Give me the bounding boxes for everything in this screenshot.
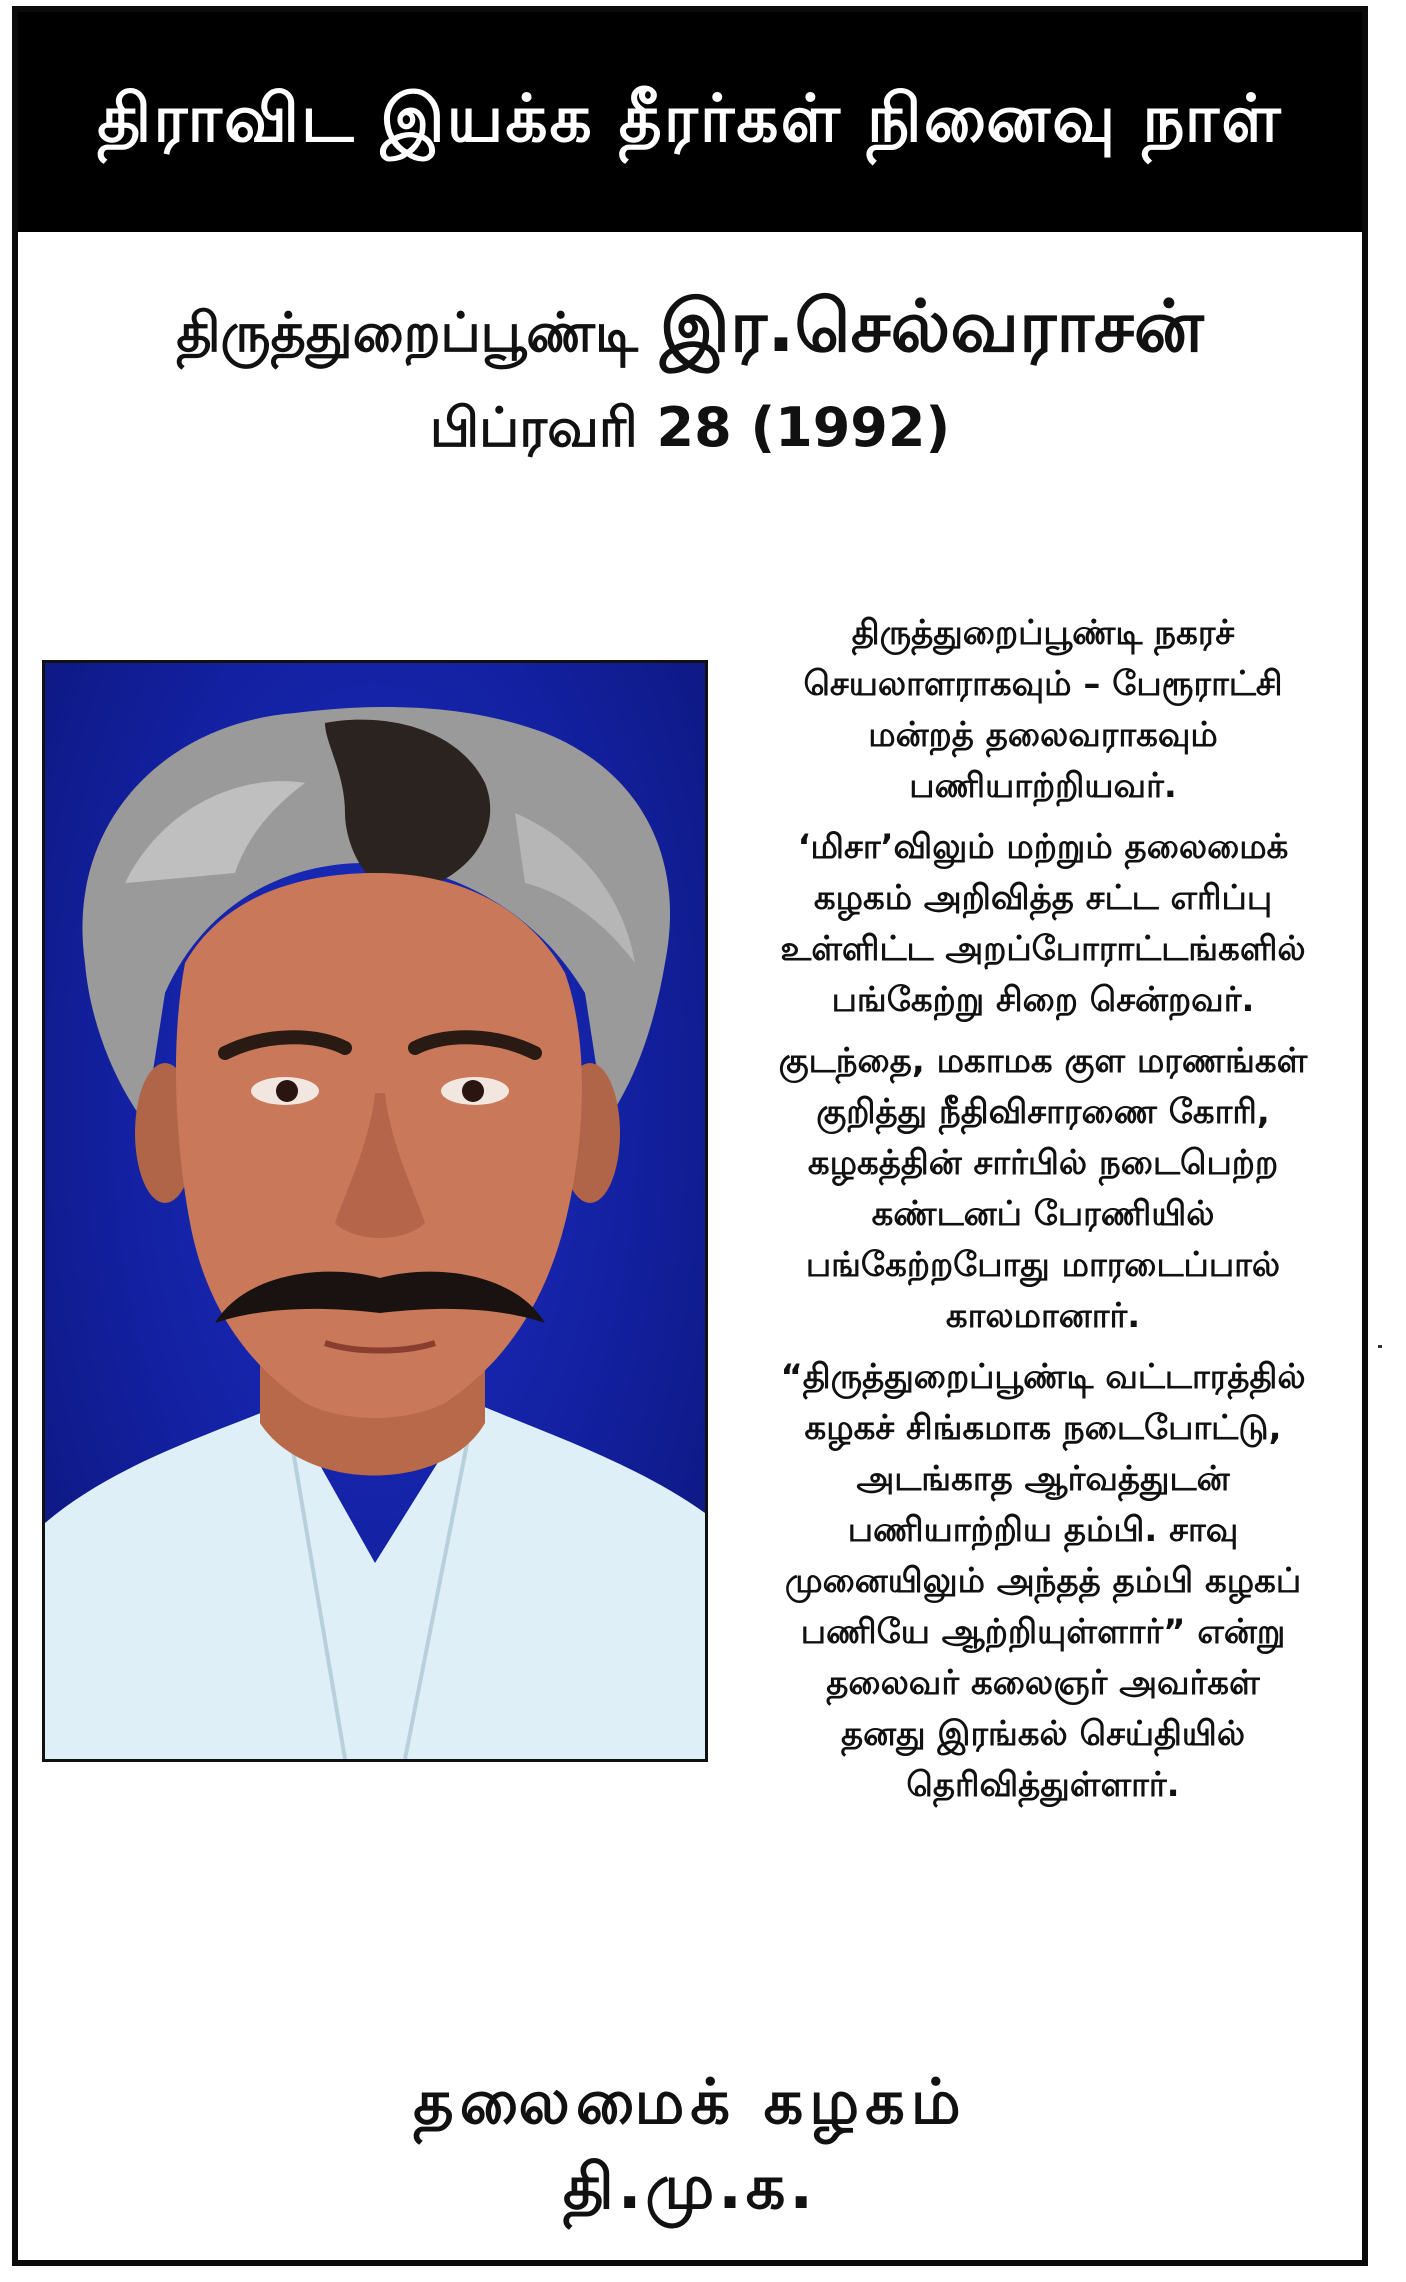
signature-block [18, 2062, 1362, 2232]
bio-paragraph-4 [718, 1352, 1368, 1811]
memorial-date: பிப்ரவரி 28 (1992) [429, 396, 951, 459]
bio-line: பணியாற்றியவர். [909, 766, 1177, 806]
bio-line: உள்ளிட்ட அறப்போராட்டங்களில் [780, 929, 1306, 969]
bio-line: கண்டனப் பேரணியில் [871, 1194, 1215, 1234]
bio-line: திருத்துறைப்பூண்டி நகரச் [851, 613, 1235, 653]
portrait-photo [42, 660, 708, 1762]
place-name: திருத்துறைப்பூண்டி [176, 301, 639, 364]
bio-paragraph-2 [718, 822, 1368, 1026]
bio-paragraph-3 [718, 1036, 1368, 1342]
bio-line: ‘மிசா’விலும் மற்றும் தலைமைக் [797, 827, 1289, 867]
bio-line: மன்றத் தலைவராகவும் [868, 715, 1218, 755]
bio-line: பணியே ஆற்றியுள்ளார்” என்று [800, 1612, 1286, 1652]
banner-title: திராவிட இயக்க தீரர்கள் நினைவு நாள் [97, 78, 1283, 157]
party-name: தி.மு.க. [563, 2150, 817, 2223]
bio-line: பங்கேற்று சிறை சென்றவர். [831, 980, 1255, 1020]
bio-line: “திருத்துறைப்பூண்டி வட்டாரத்தில் [780, 1357, 1306, 1397]
title-banner [18, 12, 1362, 232]
bio-line: செயலாளராகவும் – பேரூராட்சி [803, 664, 1283, 704]
person-name: இர.செல்வராசன் [660, 284, 1204, 368]
stray-mark [1378, 1345, 1382, 1348]
bio-line: குடந்தை, மகாமக குள மரணங்கள் [778, 1041, 1308, 1081]
bio-line: கழகம் அறிவித்த சட்ட எரிப்பு [813, 878, 1273, 918]
portrait-illustration [45, 663, 705, 1759]
bio-line: முனையிலும் அந்தத் தம்பி கழகப் [784, 1561, 1302, 1601]
name-heading [18, 284, 1362, 378]
bio-line: காலமானார். [945, 1296, 1141, 1336]
organization-name: தலைமைக் கழகம் [413, 2065, 967, 2138]
bio-line: தெரிவித்துள்ளார். [906, 1765, 1180, 1805]
biography-text [718, 608, 1368, 1821]
bio-paragraph-1 [718, 608, 1368, 812]
bio-line: கழகச் சிங்கமாக நடைபோட்டு, [804, 1408, 1282, 1448]
bio-line: பங்கேற்றபோது மாரடைப்பால் [805, 1245, 1281, 1285]
bio-line: தனது இரங்கல் செய்தியில் [840, 1714, 1246, 1754]
bio-line: பணியாற்றிய தம்பி. சாவு [847, 1510, 1239, 1550]
bio-line: தலைவர் கலைஞர் அவர்கள் [826, 1663, 1260, 1703]
poster-frame [12, 6, 1368, 2266]
bio-line: அடங்காத ஆர்வத்துடன் [856, 1459, 1230, 1499]
bio-line: குறித்து நீதிவிசாரணை கோரி, [816, 1092, 1270, 1132]
bio-line: கழகத்தின் சார்பில் நடைபெற்ற [807, 1143, 1279, 1183]
